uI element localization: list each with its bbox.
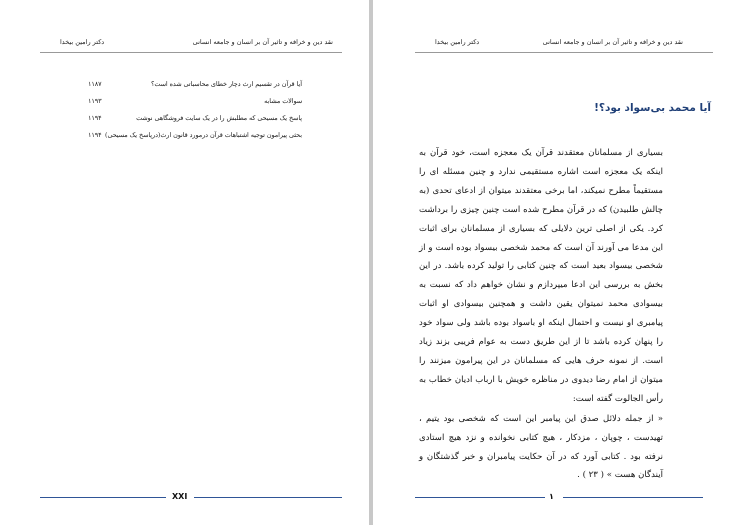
- page-number: ۱: [549, 492, 554, 501]
- toc-entry-page: ۱۱۹۴: [88, 115, 102, 122]
- footer-rule-left: [415, 497, 545, 498]
- section-title: آیا محمد بی‌سواد بود؟!: [594, 102, 711, 114]
- quote-paragraph: « از جمله دلائل صدق این پیامبر این است که شخصی بود یتیم ، تهیدست ، چوپان ، مزدکار ، هیچ کتابی نخوانده و نزد هیچ استادی نرفته بود . کتابی آورد که در آن حکایت پیامبران و خبر گذشتگان و آیندگان هست » ( ۲۳ ) .: [419, 413, 663, 481]
- footer-rule-left: [40, 497, 166, 498]
- toc-entry-title: آیا قرآن در تقسیم ارث دچار خطای محاسباتی شده است؟: [151, 81, 302, 88]
- toc-entry[interactable]: [88, 115, 302, 125]
- header-title: نقد دین و خرافه و تاثیر آن بر انسان و جامعه انسانی: [192, 38, 333, 46]
- paragraph: بسیاری از مسلمانان معتقدند قرآن یک معجزه است، خود قرآن به اینکه یک معجزه است اشاره مستقیمی ندارد و چنین مسئله ای را مستقیماً مطرح نمیکند، اما برخی معتقدند میتوان از ادعای تحدی (به چالش طلبیدن) که در قرآن مطرح شده است چنین چیزی را برداشت کرد. یکی از اصلی ترین دلایلی که بسیاری از مسلمانان برای اثبات این مدعا می آورند آن است که محمد شخصی بیسواد بوده است و از شخصی بیسواد بعید است که چنین کتابی را تولید کرده باشد. در این بخش به بررسی این ادعا میپردازم و نشان خواهم داد که نسبت به بیسوادی محمد نمیتوان یقین داشت و همچنین بیسوادی او اثبات پیامبری او نیست و احتمال اینکه او باسواد بوده باشد ولی سواد خود را پنهان کرده باشد تا از این طریق دست به عوام فریبی بزند زیاد است. از نمونه حرف هایی که مسلمانان در این پیرامون میزنند را میتوان از امام رضا دیدوی در مناظره خویش با ارباب ادیان خطاب به رأس الجالوت گفته است:: [419, 148, 663, 404]
- left-page: [0, 0, 369, 525]
- toc-entry-title: پاسخ یک مسیحی که مطلبش را در یک سایت فروشگاهی نوشت: [136, 115, 302, 122]
- page-number: XXI: [172, 492, 188, 501]
- toc-entry[interactable]: [88, 81, 302, 91]
- footer-rule-right: [563, 497, 703, 498]
- header-divider: [40, 52, 342, 53]
- toc-entry-page: ۱۱۹۳: [88, 98, 102, 105]
- toc-entry-page: ۱۱۹۴: [88, 132, 102, 139]
- toc-entry[interactable]: [88, 98, 302, 108]
- body-text: [419, 144, 663, 485]
- toc-entry-title: سوالات مشابه: [264, 98, 302, 105]
- footer-rule-right: [194, 497, 342, 498]
- toc-entry-title: بحثی پیرامون توجیه اشتباهات قرآن درمورد قانون ارث(درپاسخ یک مسیحی): [104, 132, 302, 139]
- toc-entry-page: ۱۱۸۷: [88, 81, 102, 88]
- header-title: نقد دین و خرافه و تاثیر آن بر انسان و جامعه انسانی: [542, 38, 683, 46]
- header-author: دکتر رامین بیخدا: [435, 38, 480, 46]
- toc-entry[interactable]: [88, 132, 302, 142]
- header-divider: [415, 52, 713, 53]
- header-author: دکتر رامین بیخدا: [60, 38, 105, 46]
- right-page: [373, 0, 743, 525]
